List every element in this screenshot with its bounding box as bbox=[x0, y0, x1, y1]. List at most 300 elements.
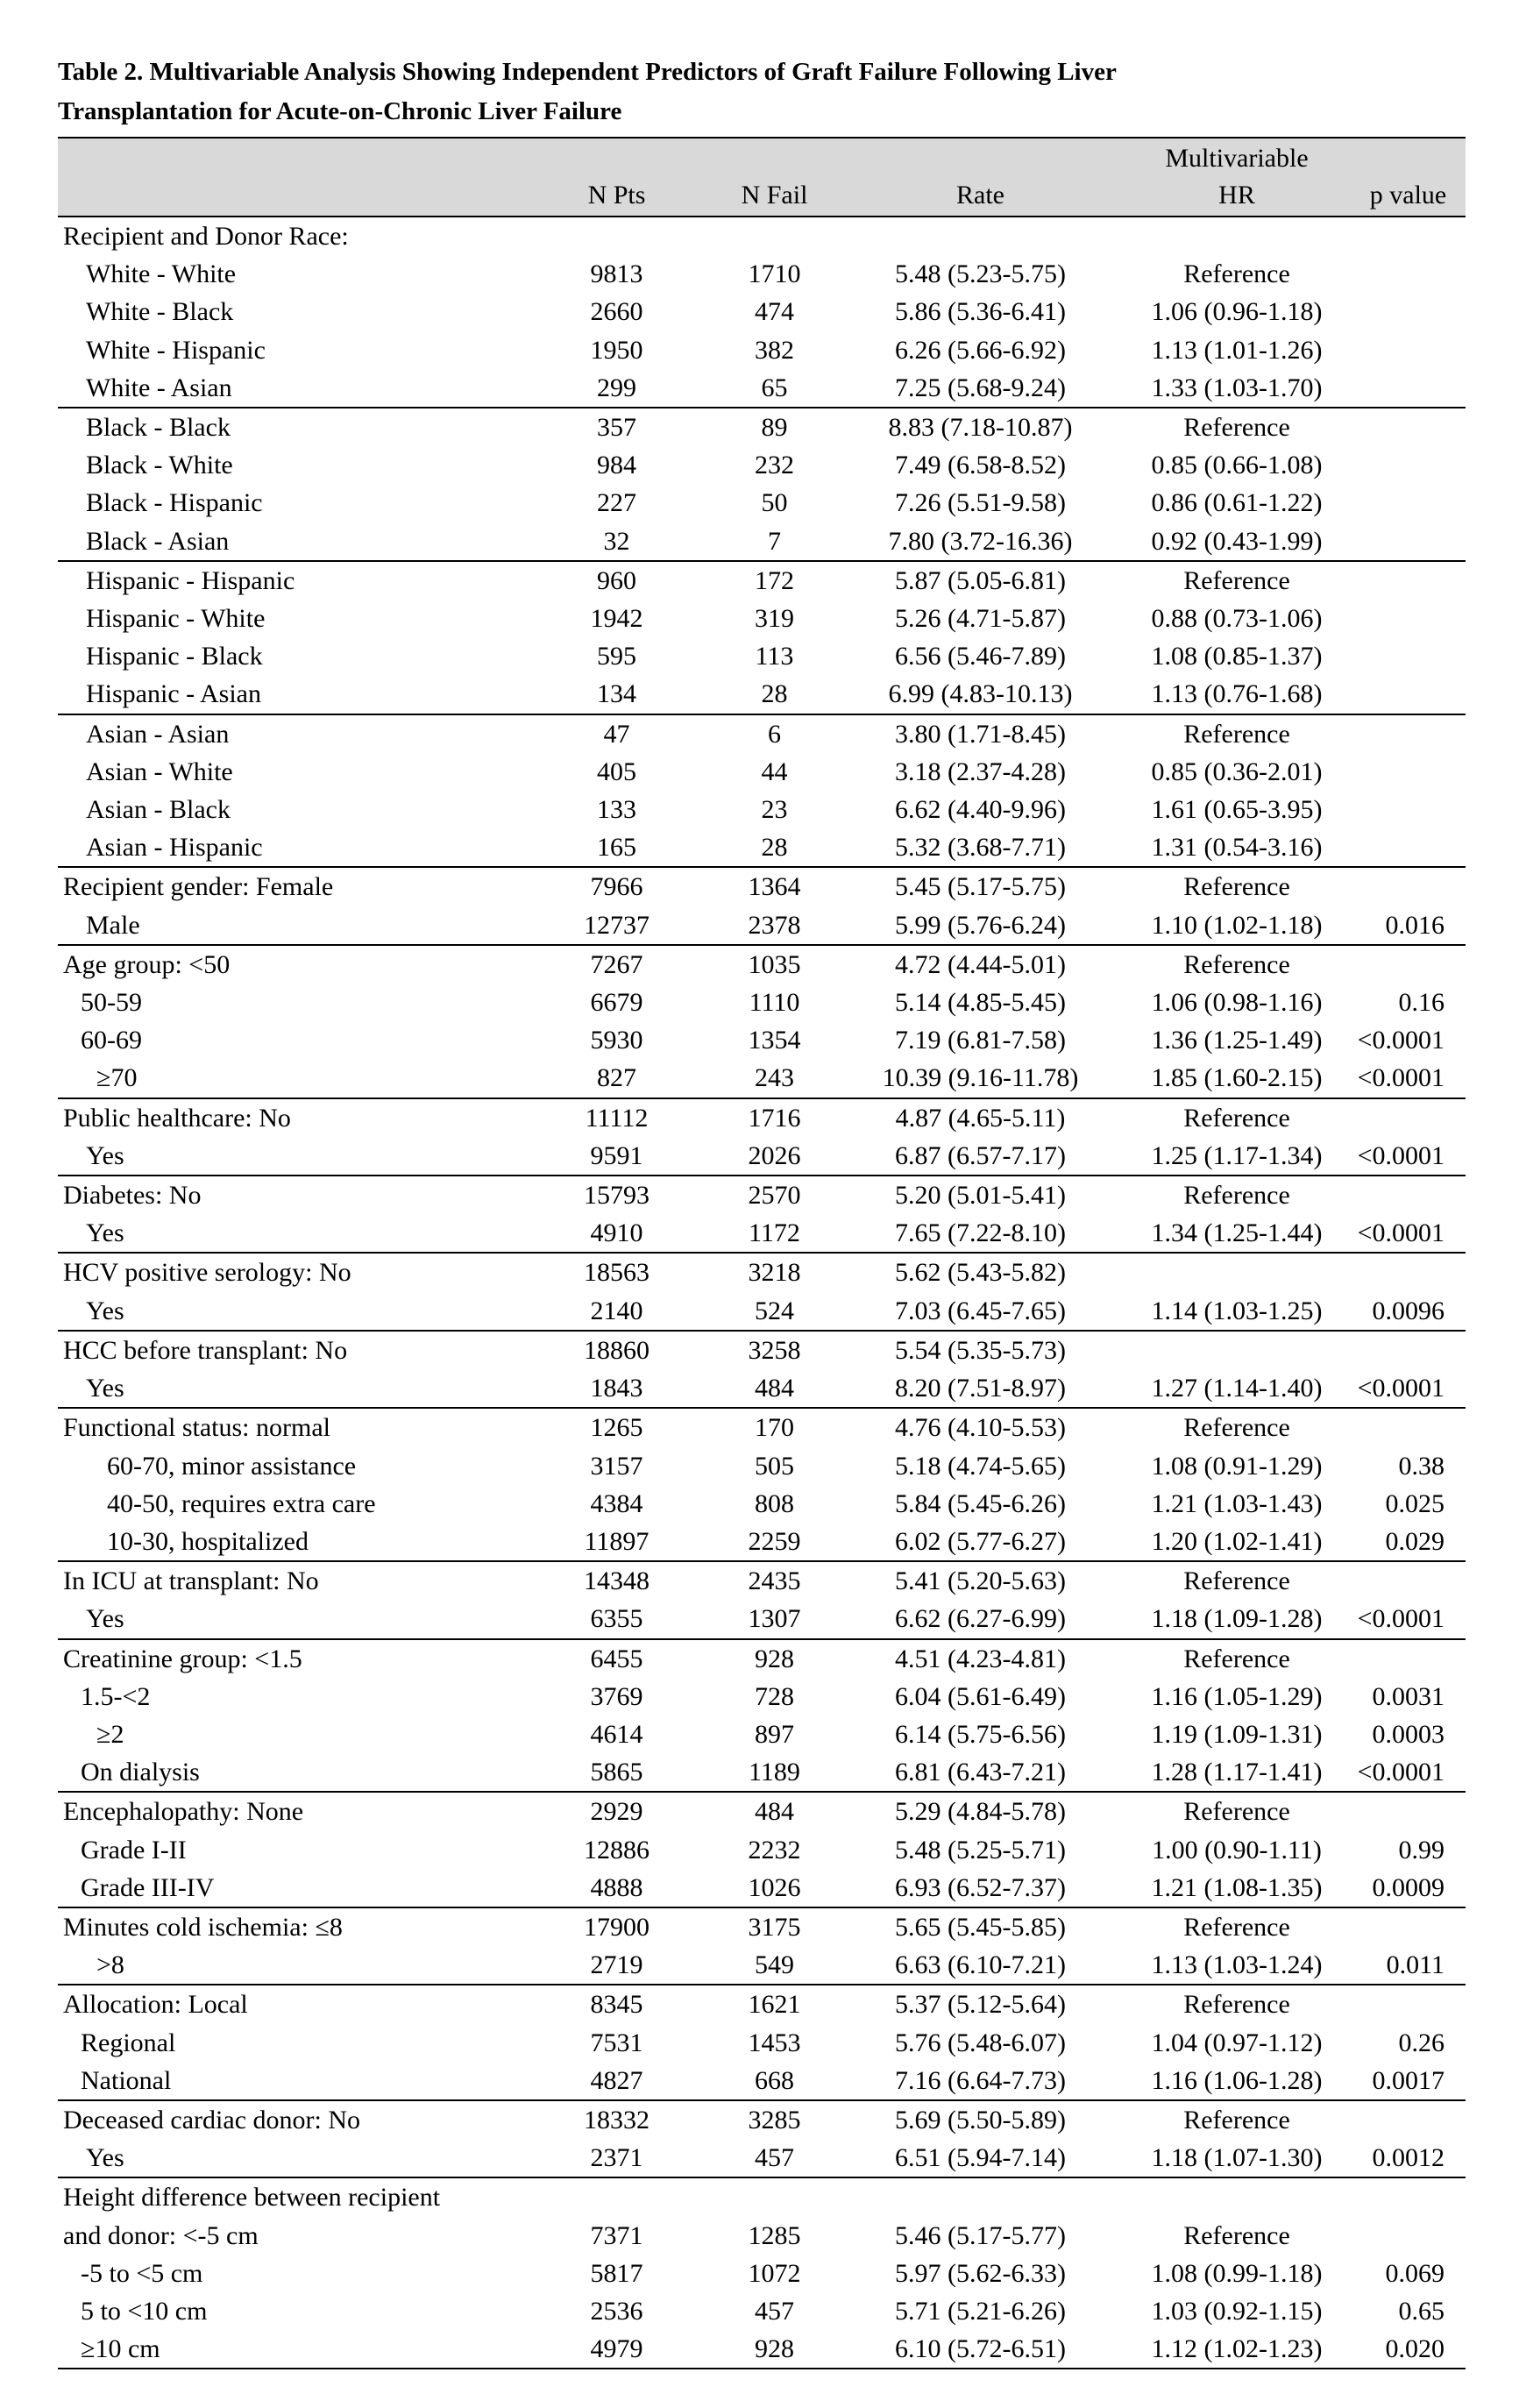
row-npts: 134 bbox=[597, 679, 636, 709]
row-nfail: 484 bbox=[755, 1374, 794, 1403]
row-p-value: 0.016 bbox=[1385, 910, 1444, 940]
row-hr: Reference bbox=[1123, 408, 1351, 446]
row-npts: 165 bbox=[597, 833, 636, 863]
row-nfail: 3218 bbox=[711, 1253, 838, 1291]
row-rate: 6.99 (4.83-10.13) bbox=[888, 679, 1073, 709]
row-hr: 1.36 (1.25-1.49) bbox=[1151, 1026, 1323, 1055]
row-hr: 1.21 (1.03-1.43) bbox=[1151, 1488, 1323, 1518]
table-row bbox=[58, 446, 1466, 484]
row-npts: 2660 bbox=[590, 297, 643, 327]
row-npts: 960 bbox=[522, 561, 711, 600]
row-p-value bbox=[1351, 2217, 1466, 2255]
row-nfail: 6 bbox=[711, 714, 838, 753]
table-row bbox=[58, 1021, 1466, 1059]
row-rate: 5.86 (5.36-6.41) bbox=[895, 297, 1066, 327]
row-p-value: <0.0001 bbox=[1357, 1026, 1444, 1055]
row-rate: 7.25 (5.68-9.24) bbox=[895, 373, 1066, 402]
row-p-value bbox=[1351, 714, 1466, 753]
row-nfail: 808 bbox=[755, 1488, 794, 1518]
row-p-value bbox=[1351, 369, 1466, 408]
row-label: Minutes cold ischemia: ≤8 bbox=[58, 1907, 522, 1946]
row-p-value: 0.99 bbox=[1398, 1835, 1444, 1865]
row-npts: 133 bbox=[597, 795, 636, 825]
row-rate: 5.37 (5.12-5.64) bbox=[838, 1985, 1123, 2023]
row-nfail: 1285 bbox=[748, 2220, 801, 2250]
row-npts: 405 bbox=[597, 756, 636, 786]
row-label: Male bbox=[86, 910, 140, 940]
row-hr: Reference bbox=[1123, 1639, 1351, 1678]
row-label: Hispanic - White bbox=[86, 604, 266, 634]
row-nfail: 549 bbox=[755, 1950, 794, 1980]
row-p-value: 0.0012 bbox=[1372, 2143, 1444, 2173]
row-label: Asian - White bbox=[86, 756, 233, 786]
row-npts: 2719 bbox=[590, 1950, 643, 1980]
row-npts: 6455 bbox=[522, 1639, 711, 1678]
row-nfail bbox=[711, 217, 838, 255]
table-row bbox=[58, 2292, 1466, 2330]
row-hr: 1.20 (1.02-1.41) bbox=[1151, 1526, 1323, 1556]
row-label: Asian - Asian bbox=[58, 714, 522, 753]
row-npts: 299 bbox=[597, 373, 636, 402]
table-row bbox=[58, 1831, 1466, 1869]
row-nfail: 897 bbox=[755, 1719, 794, 1749]
table-row bbox=[58, 1869, 1466, 1907]
row-label: Diabetes: No bbox=[58, 1176, 522, 1214]
row-p-value bbox=[1351, 217, 1466, 255]
row-npts: 11897 bbox=[584, 1526, 649, 1556]
row-npts: 14348 bbox=[522, 1561, 711, 1600]
row-p-value: 0.0009 bbox=[1372, 1872, 1444, 1902]
row-rate: 7.65 (7.22-8.10) bbox=[895, 1218, 1066, 1248]
row-label: 50-59 bbox=[81, 988, 142, 1018]
row-hr: 1.27 (1.14-1.40) bbox=[1151, 1374, 1323, 1403]
row-rate bbox=[838, 217, 1123, 255]
row-label: -5 to <5 cm bbox=[81, 2258, 203, 2288]
row-npts: 2371 bbox=[590, 2143, 643, 2173]
row-p-value bbox=[1351, 408, 1466, 446]
row-p-value bbox=[1351, 828, 1466, 867]
row-npts: 2140 bbox=[590, 1296, 643, 1325]
row-p-value: 0.025 bbox=[1385, 1488, 1444, 1518]
row-label: Asian - Black bbox=[86, 795, 231, 825]
row-rate: 6.51 (5.94-7.14) bbox=[895, 2143, 1066, 2173]
row-label: Hispanic - Hispanic bbox=[58, 561, 522, 600]
row-p-value bbox=[1351, 1176, 1466, 1214]
row-npts: 12737 bbox=[584, 910, 649, 940]
row-nfail: 2570 bbox=[711, 1176, 838, 1214]
row-label: 10-30, hospitalized bbox=[107, 1526, 309, 1556]
row-nfail: 319 bbox=[755, 604, 794, 634]
table-row bbox=[58, 637, 1466, 675]
row-hr bbox=[1123, 1331, 1351, 1369]
header-empty-2 bbox=[522, 138, 711, 179]
row-p-value bbox=[1351, 637, 1466, 675]
row-hr: Reference bbox=[1183, 2220, 1290, 2250]
table-row bbox=[58, 1946, 1466, 1985]
row-p-value: 0.0031 bbox=[1372, 1681, 1444, 1711]
row-npts: 12886 bbox=[584, 1835, 649, 1865]
row-rate: 5.71 (5.21-6.26) bbox=[895, 2296, 1066, 2326]
table-row bbox=[58, 1561, 1466, 1600]
table-row bbox=[58, 2139, 1466, 2177]
row-nfail: 28 bbox=[761, 833, 788, 863]
header-npts: N Pts bbox=[522, 179, 711, 217]
row-npts: 11112 bbox=[522, 1098, 711, 1137]
row-nfail: 1716 bbox=[711, 1098, 838, 1137]
table-row bbox=[58, 753, 1466, 791]
row-nfail: 50 bbox=[761, 488, 788, 518]
row-rate: 7.49 (6.58-8.52) bbox=[895, 451, 1066, 480]
row-p-value bbox=[1351, 1639, 1466, 1678]
table-row bbox=[58, 1369, 1466, 1408]
row-label: Black - Black bbox=[58, 408, 522, 446]
header-empty-3 bbox=[711, 138, 838, 179]
row-label: 60-70, minor assistance bbox=[107, 1451, 357, 1481]
row-nfail: 170 bbox=[711, 1408, 838, 1446]
row-rate: 5.48 (5.25-5.71) bbox=[895, 1835, 1066, 1865]
table-title-line-2: Transplantation for Acute-on-Chronic Liver Failure bbox=[58, 97, 622, 125]
header-hr-line-2: HR bbox=[1123, 179, 1351, 217]
row-nfail: 1307 bbox=[748, 1604, 801, 1634]
row-npts: 18332 bbox=[522, 2100, 711, 2139]
row-hr: 1.61 (0.65-3.95) bbox=[1151, 795, 1323, 825]
table-row bbox=[58, 484, 1466, 522]
row-rate: 5.32 (3.68-7.71) bbox=[895, 833, 1066, 863]
row-nfail: 1172 bbox=[749, 1218, 800, 1248]
table-row bbox=[58, 293, 1466, 330]
row-label: HCV positive serology: No bbox=[58, 1253, 522, 1291]
row-hr: 1.18 (1.09-1.28) bbox=[1151, 1604, 1323, 1634]
row-p-value: 0.029 bbox=[1385, 1526, 1444, 1556]
row-npts bbox=[522, 217, 711, 255]
row-p-value bbox=[1351, 484, 1466, 522]
row-rate: 7.16 (6.64-7.73) bbox=[895, 2065, 1066, 2095]
row-nfail: 1354 bbox=[748, 1026, 801, 1055]
document-page bbox=[58, 53, 1466, 2369]
row-rate: 6.10 (5.72-6.51) bbox=[838, 2330, 1123, 2369]
row-nfail: 1364 bbox=[711, 867, 838, 906]
row-hr: 1.18 (1.07-1.30) bbox=[1151, 2143, 1323, 2173]
table-row bbox=[58, 906, 1466, 945]
row-npts: 1942 bbox=[590, 604, 643, 634]
row-nfail: 457 bbox=[755, 2296, 794, 2326]
row-label: ≥10 cm bbox=[58, 2330, 522, 2369]
row-p-value: <0.0001 bbox=[1357, 1604, 1444, 1634]
row-label: Black - Asian bbox=[86, 526, 230, 556]
table-header bbox=[58, 138, 1466, 217]
row-npts: 3769 bbox=[590, 1681, 643, 1711]
row-nfail: 382 bbox=[755, 335, 794, 365]
row-label: Hispanic - Black bbox=[86, 642, 263, 671]
table-row bbox=[58, 1715, 1466, 1753]
row-label: Grade III-IV bbox=[81, 1872, 215, 1902]
row-p-value: 0.011 bbox=[1386, 1950, 1444, 1980]
row-p-value: 0.0017 bbox=[1372, 2065, 1444, 2095]
row-npts: 6355 bbox=[590, 1604, 643, 1634]
row-rate: 5.26 (4.71-5.87) bbox=[895, 604, 1066, 634]
row-hr: 1.12 (1.02-1.23) bbox=[1123, 2330, 1351, 2369]
row-p-value bbox=[1351, 1098, 1466, 1137]
row-hr: 1.06 (0.98-1.16) bbox=[1151, 988, 1323, 1018]
row-hr: 1.08 (0.85-1.37) bbox=[1151, 642, 1323, 671]
table-row bbox=[58, 522, 1466, 561]
row-nfail: 113 bbox=[755, 642, 794, 671]
row-p-value bbox=[1351, 2100, 1466, 2139]
row-label: White - Hispanic bbox=[86, 335, 266, 365]
row-p-value bbox=[1351, 1907, 1466, 1946]
row-nfail: 505 bbox=[755, 1451, 794, 1481]
table-row bbox=[58, 1985, 1466, 2023]
row-label: Yes bbox=[86, 1296, 124, 1325]
row-p-value: <0.0001 bbox=[1357, 1374, 1444, 1403]
table-row bbox=[58, 331, 1466, 369]
row-label: Recipient gender: Female bbox=[58, 867, 522, 906]
row-npts: 47 bbox=[522, 714, 711, 753]
row-label: 1.5-<2 bbox=[81, 1681, 151, 1711]
row-hr: 1.19 (1.09-1.31) bbox=[1151, 1719, 1323, 1749]
row-npts: 5865 bbox=[590, 1758, 643, 1787]
row-p-value bbox=[1351, 1331, 1466, 1369]
row-rate: 6.62 (6.27-6.99) bbox=[895, 1604, 1066, 1634]
row-label: and donor: <-5 cm bbox=[63, 2220, 259, 2250]
row-rate: 6.62 (4.40-9.96) bbox=[895, 795, 1066, 825]
row-p-value bbox=[1351, 293, 1466, 330]
row-npts: 3157 bbox=[590, 1451, 643, 1481]
row-hr: 1.04 (0.97-1.12) bbox=[1151, 2028, 1323, 2057]
row-label: Hispanic - Asian bbox=[86, 679, 261, 709]
row-p-value bbox=[1351, 945, 1466, 984]
row-p-value bbox=[1351, 1792, 1466, 1830]
row-hr bbox=[1123, 1253, 1351, 1291]
row-rate: 5.14 (4.85-5.45) bbox=[895, 988, 1066, 1018]
row-nfail: 232 bbox=[755, 451, 794, 480]
row-label: National bbox=[81, 2065, 172, 2095]
row-hr: Reference bbox=[1123, 1408, 1351, 1446]
row-rate: 6.63 (6.10-7.21) bbox=[895, 1950, 1066, 1980]
row-hr: Reference bbox=[1123, 1985, 1351, 2023]
row-hr: 1.31 (0.54-3.16) bbox=[1151, 833, 1323, 863]
row-npts bbox=[522, 2177, 711, 2216]
row-nfail: 2259 bbox=[748, 1526, 801, 1556]
row-npts: 827 bbox=[597, 1063, 636, 1093]
row-npts: 7531 bbox=[590, 2028, 643, 2057]
row-rate: 6.04 (5.61-6.49) bbox=[895, 1681, 1066, 1711]
row-p-value bbox=[1351, 255, 1466, 293]
row-p-value: 0.16 bbox=[1398, 988, 1444, 1018]
row-nfail: 3285 bbox=[711, 2100, 838, 2139]
header-rate: Rate bbox=[838, 179, 1123, 217]
row-p-value bbox=[1351, 1408, 1466, 1446]
table-row bbox=[58, 217, 1466, 255]
row-hr: Reference bbox=[1123, 714, 1351, 753]
row-label: HCC before transplant: No bbox=[58, 1331, 522, 1369]
row-nfail: 928 bbox=[711, 1639, 838, 1678]
header-empty-6 bbox=[1351, 138, 1466, 179]
table-row bbox=[58, 984, 1466, 1021]
row-hr: 1.34 (1.25-1.44) bbox=[1151, 1218, 1323, 1248]
row-hr: 0.85 (0.36-2.01) bbox=[1151, 756, 1323, 786]
row-nfail: 1072 bbox=[748, 2258, 801, 2288]
row-p-value: <0.0001 bbox=[1357, 1063, 1444, 1093]
row-rate: 6.14 (5.75-6.56) bbox=[895, 1719, 1066, 1749]
row-hr: 1.08 (0.91-1.29) bbox=[1151, 1451, 1323, 1481]
row-rate: 5.87 (5.05-6.81) bbox=[838, 561, 1123, 600]
row-p-value bbox=[1351, 331, 1466, 369]
row-hr: 1.28 (1.17-1.41) bbox=[1151, 1758, 1323, 1787]
row-label: Regional bbox=[81, 2028, 176, 2057]
row-p-value bbox=[1351, 867, 1466, 906]
row-hr: 1.85 (1.60-2.15) bbox=[1151, 1063, 1323, 1093]
row-hr: 1.16 (1.05-1.29) bbox=[1151, 1681, 1323, 1711]
row-npts: 15793 bbox=[522, 1176, 711, 1214]
row-npts: 7267 bbox=[522, 945, 711, 984]
table-row bbox=[58, 1907, 1466, 1946]
row-label: Asian - Hispanic bbox=[86, 833, 263, 863]
row-rate: 3.80 (1.71-8.45) bbox=[838, 714, 1123, 753]
row-nfail: 1710 bbox=[748, 259, 801, 289]
table-row bbox=[58, 1253, 1466, 1291]
row-npts: 7966 bbox=[522, 867, 711, 906]
row-rate: 5.29 (4.84-5.78) bbox=[838, 1792, 1123, 1830]
row-npts: 4614 bbox=[590, 1719, 643, 1749]
row-npts: 2536 bbox=[590, 2296, 643, 2326]
row-label: Yes bbox=[86, 1374, 124, 1403]
row-nfail: 7 bbox=[768, 526, 781, 556]
row-hr: 1.13 (1.03-1.24) bbox=[1151, 1950, 1323, 1980]
row-p-value bbox=[1351, 753, 1466, 791]
row-p-value bbox=[1351, 600, 1466, 637]
row-rate: 5.97 (5.62-6.33) bbox=[895, 2258, 1066, 2288]
row-rate: 5.45 (5.17-5.75) bbox=[838, 867, 1123, 906]
row-nfail: 1026 bbox=[748, 1872, 801, 1902]
row-hr: Reference bbox=[1123, 561, 1351, 600]
row-label: 5 to <10 cm bbox=[81, 2296, 208, 2326]
row-hr: 0.86 (0.61-1.22) bbox=[1151, 488, 1323, 518]
row-rate: 4.51 (4.23-4.81) bbox=[838, 1639, 1123, 1678]
row-hr: 0.92 (0.43-1.99) bbox=[1151, 526, 1323, 556]
row-rate bbox=[838, 2177, 1123, 2216]
row-rate: 5.76 (5.48-6.07) bbox=[895, 2028, 1066, 2057]
row-nfail: 3258 bbox=[711, 1331, 838, 1369]
row-rate: 7.80 (3.72-16.36) bbox=[888, 526, 1073, 556]
row-rate: 5.69 (5.50-5.89) bbox=[838, 2100, 1123, 2139]
row-p-value bbox=[1351, 2177, 1466, 2216]
row-nfail: 1189 bbox=[749, 1758, 800, 1787]
row-p-value bbox=[1351, 522, 1466, 561]
row-rate: 7.03 (6.45-7.65) bbox=[895, 1296, 1066, 1325]
table-row bbox=[58, 1408, 1466, 1446]
row-npts: 357 bbox=[522, 408, 711, 446]
row-label: Age group: <50 bbox=[58, 945, 522, 984]
row-nfail: 1110 bbox=[749, 988, 800, 1018]
row-nfail: 474 bbox=[755, 297, 794, 327]
row-npts: 18563 bbox=[522, 1253, 711, 1291]
row-rate: 10.39 (9.16-11.78) bbox=[882, 1063, 1079, 1093]
row-rate: 5.48 (5.23-5.75) bbox=[895, 259, 1066, 289]
row-label: Black - Hispanic bbox=[86, 488, 263, 518]
row-npts: 5930 bbox=[590, 1026, 643, 1055]
row-nfail: 728 bbox=[755, 1681, 794, 1711]
row-hr: 1.08 (0.99-1.18) bbox=[1151, 2258, 1323, 2288]
results-table bbox=[58, 137, 1466, 2369]
row-rate: 4.87 (4.65-5.11) bbox=[838, 1098, 1123, 1137]
table-row bbox=[58, 867, 1466, 906]
row-hr: Reference bbox=[1123, 1561, 1351, 1600]
row-label: White - Black bbox=[86, 297, 234, 327]
table-row bbox=[58, 1137, 1466, 1176]
table-row bbox=[58, 408, 1466, 446]
header-nfail: N Fail bbox=[711, 179, 838, 217]
table-row bbox=[58, 1753, 1466, 1792]
table-row bbox=[58, 561, 1466, 600]
row-rate: 4.76 (4.10-5.53) bbox=[838, 1408, 1123, 1446]
table-row bbox=[58, 714, 1466, 753]
row-label: Height difference between recipient bbox=[58, 2177, 522, 2216]
row-hr: 1.13 (1.01-1.26) bbox=[1151, 335, 1323, 365]
table-title-line-1: Table 2. Multivariable Analysis Showing Independent Predictors of Graft Failure Following Liver bbox=[58, 58, 1117, 86]
row-npts: 1265 bbox=[522, 1408, 711, 1446]
row-label: Recipient and Donor Race: bbox=[58, 217, 522, 255]
row-npts: 4384 bbox=[590, 1488, 643, 1518]
header-label bbox=[58, 179, 522, 217]
row-p-value bbox=[1351, 561, 1466, 600]
row-nfail: 484 bbox=[711, 1792, 838, 1830]
table-row bbox=[58, 600, 1466, 637]
row-hr: 1.21 (1.08-1.35) bbox=[1151, 1872, 1323, 1902]
row-label: Public healthcare: No bbox=[58, 1098, 522, 1137]
row-nfail: 23 bbox=[761, 795, 788, 825]
row-nfail: 65 bbox=[761, 373, 788, 402]
row-label: Creatinine group: <1.5 bbox=[58, 1639, 522, 1678]
row-label: Yes bbox=[86, 1140, 124, 1170]
row-npts: 9813 bbox=[590, 259, 643, 289]
row-rate: 8.20 (7.51-8.97) bbox=[895, 1374, 1066, 1403]
row-npts: 4888 bbox=[590, 1872, 643, 1902]
row-label: Grade I-II bbox=[81, 1835, 187, 1865]
row-hr: Reference bbox=[1123, 945, 1351, 984]
row-p-value: <0.0001 bbox=[1357, 1140, 1444, 1170]
row-p-value: 0.26 bbox=[1398, 2028, 1444, 2057]
header-empty-4 bbox=[838, 138, 1123, 179]
table-row bbox=[58, 1523, 1466, 1561]
row-nfail: 243 bbox=[755, 1063, 794, 1093]
row-hr: 1.33 (1.03-1.70) bbox=[1151, 373, 1323, 402]
row-p-value bbox=[1351, 1985, 1466, 2023]
row-label: In ICU at transplant: No bbox=[58, 1561, 522, 1600]
row-rate: 5.65 (5.45-5.85) bbox=[838, 1907, 1123, 1946]
row-hr: 1.14 (1.03-1.25) bbox=[1151, 1296, 1323, 1325]
row-nfail: 668 bbox=[755, 2065, 794, 2095]
row-npts: 8345 bbox=[522, 1985, 711, 2023]
row-nfail: 89 bbox=[711, 408, 838, 446]
row-p-value bbox=[1351, 675, 1466, 714]
row-hr: 1.03 (0.92-1.15) bbox=[1151, 2296, 1323, 2326]
table-row bbox=[58, 2062, 1466, 2100]
row-label: Yes bbox=[86, 1218, 124, 1248]
row-label: Yes bbox=[86, 1604, 124, 1634]
row-nfail: 3175 bbox=[711, 1907, 838, 1946]
row-p-value: <0.0001 bbox=[1357, 1218, 1444, 1248]
row-label: Black - White bbox=[86, 451, 233, 480]
row-npts: 227 bbox=[597, 488, 636, 518]
row-nfail: 2232 bbox=[748, 1835, 801, 1865]
row-label: Allocation: Local bbox=[58, 1985, 522, 2023]
row-npts: 7371 bbox=[590, 2220, 643, 2250]
row-hr: Reference bbox=[1183, 259, 1290, 289]
row-npts: 4979 bbox=[522, 2330, 711, 2369]
row-p-value: 0.38 bbox=[1398, 1451, 1444, 1481]
row-nfail: 1035 bbox=[711, 945, 838, 984]
